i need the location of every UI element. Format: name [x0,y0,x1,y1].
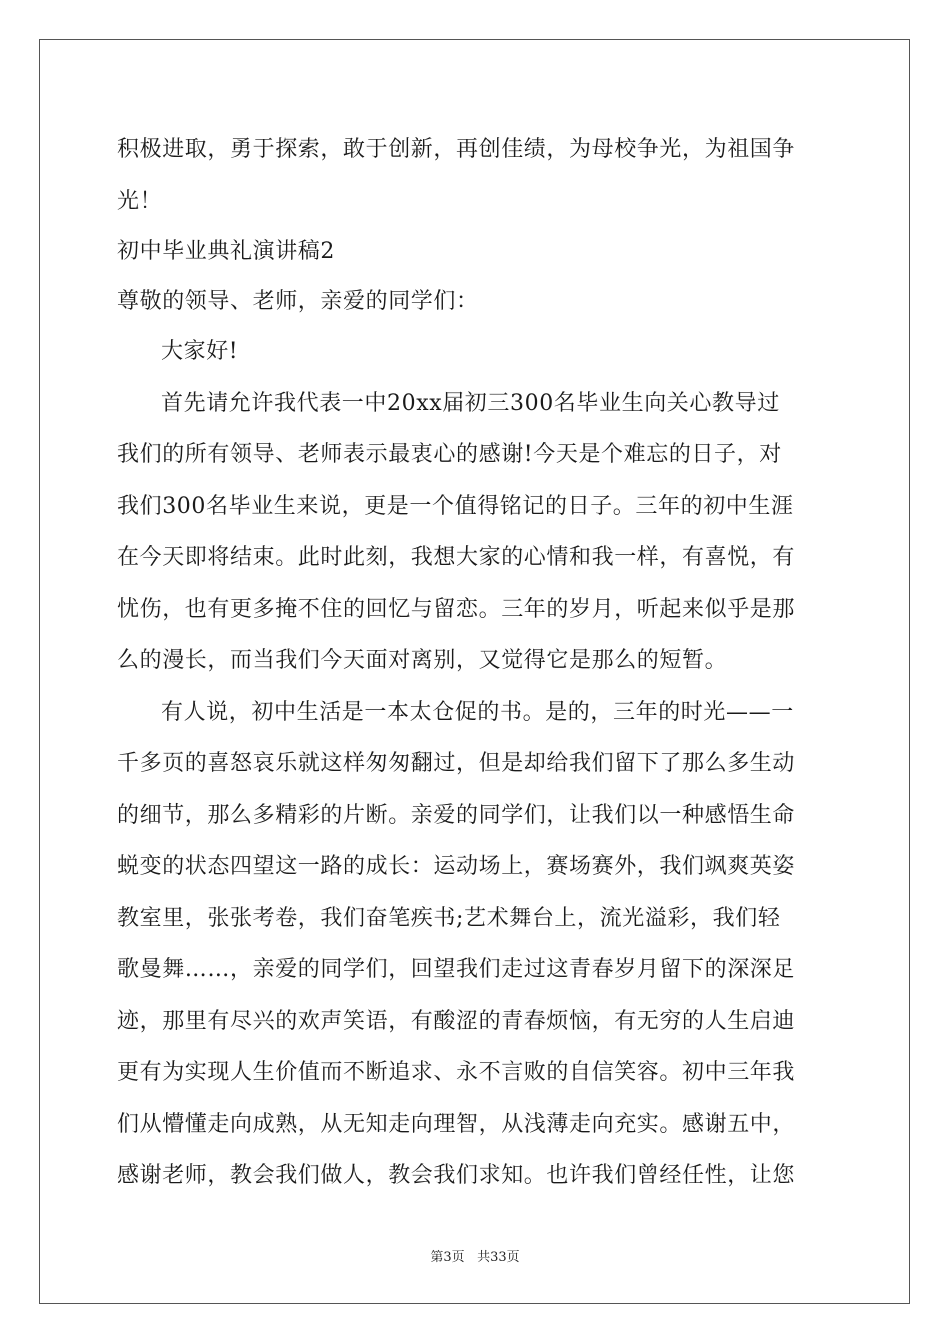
body-line: 积极进取，勇于探索，敢于创新，再创佳绩，为母校争光，为祖国争 [117,137,796,162]
body-line: 有人说，初中生活是一本太仓促的书。是的，三年的时光——一 [161,699,794,725]
body-line: 千多页的喜怒哀乐就这样匆匆翻过，但是却给我们留下了那么多生动 [117,751,796,776]
body-line: 首先请允许我代表一中20xx届初三300名毕业生向关心教导过 [161,390,780,416]
body-line: 感谢老师，教会我们做人，教会我们求知。也许我们曾经任性，让您 [117,1163,796,1188]
page-total: 共33页 [477,1250,520,1265]
section-title: 初中毕业典礼演讲稿2 [117,239,335,264]
document-body [117,124,833,1202]
body-line: 教室里，张张考卷，我们奋笔疾书;艺术舞台上，流光溢彩，我们轻 [117,905,781,931]
body-line: 迹，那里有尽兴的欢声笑语，有酸涩的青春烦恼，有无穷的人生启迪 [117,1008,796,1034]
salutation: 尊敬的领导、老师，亲爱的同学们： [117,288,479,314]
body-line: 们从懵懂走向成熟，从无知走向理智，从浅薄走向充实。感谢五中， [117,1111,796,1137]
body-line: 我们的所有领导、老师表示最衷心的感谢!今天是个难忘的日子，对 [117,442,782,467]
greeting: 大家好! [161,339,239,364]
body-line: 光！ [117,188,163,214]
body-line: 更有为实现人生价值而不断追求、永不言败的自信笑容。初中三年我 [117,1060,796,1085]
page-footer [0,1246,950,1265]
page-number: 第3页 [430,1250,465,1265]
body-line: 蜕变的状态四望这一路的成长：运动场上，赛场赛外，我们飒爽英姿 [117,854,796,879]
body-line: 我们300名毕业生来说，更是一个值得铭记的日子。三年的初中生涯 [117,493,794,519]
body-line: 在今天即将结束。此时此刻，我想大家的心情和我一样，有喜悦，有 [117,545,796,570]
body-line: 歌曼舞……，亲爱的同学们，回望我们走过这青春岁月留下的深深足 [117,957,796,982]
body-line: 么的漫长，而当我们今天面对离别，又觉得它是那么的短暂。 [117,648,728,673]
body-line: 的细节，那么多精彩的片断。亲爱的同学们，让我们以一种感悟生命 [117,802,796,828]
body-line: 忧伤，也有更多掩不住的回忆与留恋。三年的岁月，听起来似乎是那 [117,596,796,622]
